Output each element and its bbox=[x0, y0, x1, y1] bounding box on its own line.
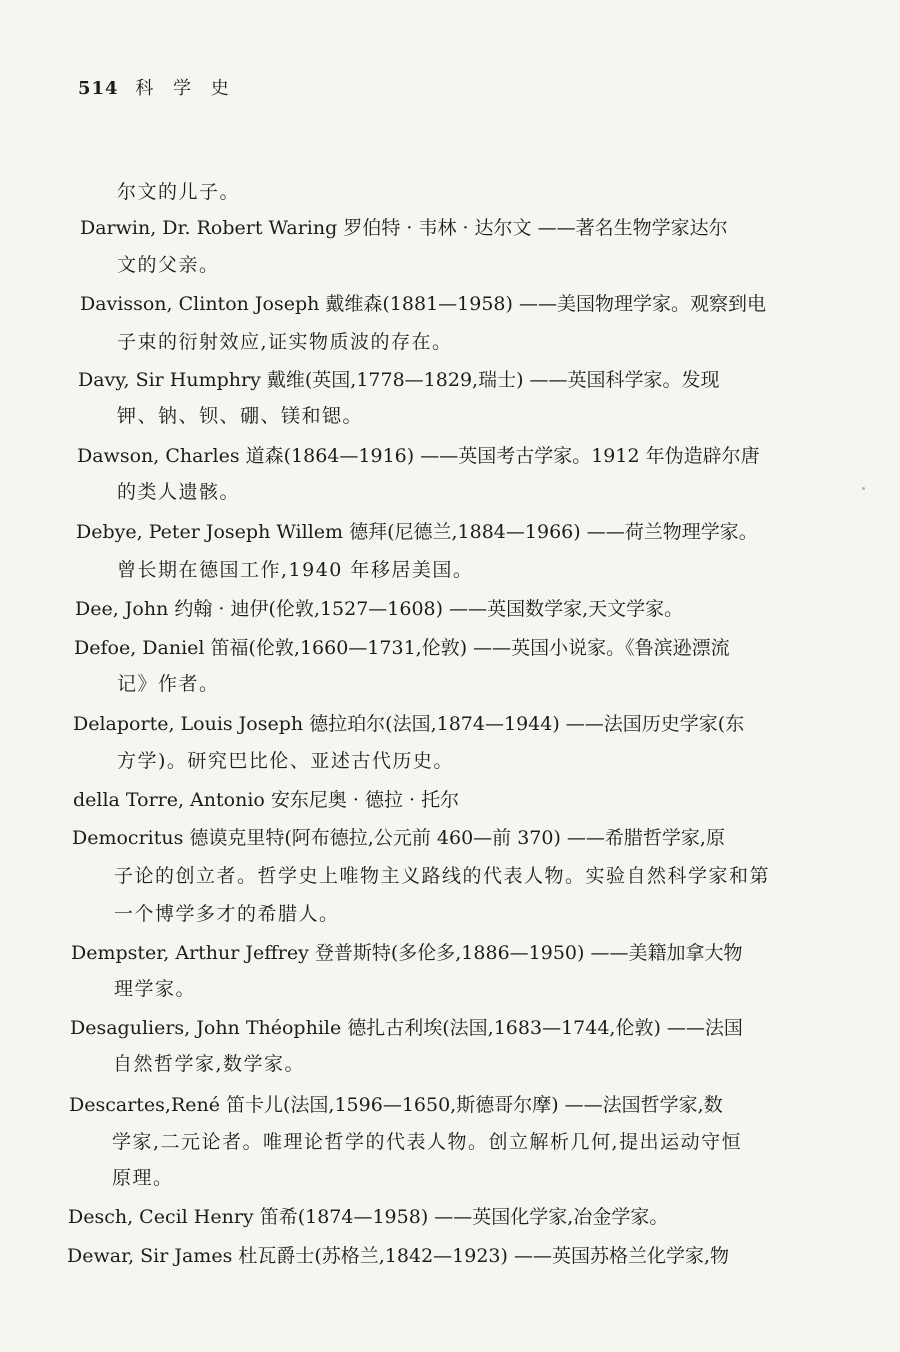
entry-continuation-line: 原理。 bbox=[112, 1167, 174, 1189]
entry-headword-line: Darwin, Dr. Robert Waring 罗伯特 · 韦林 · 达尔文 ——著名生物学家达尔 bbox=[80, 217, 728, 239]
entry-headword-line: Dee, John 约翰 · 迪伊(伦敦,1527—1608) ——英国数学家,天文学家。 bbox=[75, 598, 684, 620]
entry-continuation-line: 方学)。研究巴比伦、亚述古代历史。 bbox=[117, 750, 454, 772]
entry-continuation-line: 记》作者。 bbox=[117, 673, 220, 695]
entry-continuation-line: 理学家。 bbox=[114, 978, 197, 1000]
entry-continuation-line: 尔文的儿子。 bbox=[117, 181, 241, 203]
entry-headword-line: Dempster, Arthur Jeffrey 登普斯特(多伦多,1886—1950) ——美籍加拿大物 bbox=[71, 942, 743, 964]
book-title: 科 学 史 bbox=[135, 78, 236, 99]
entry-continuation-line: 一个博学多才的希腊人。 bbox=[114, 903, 340, 925]
entry-headword-line: Davy, Sir Humphry 戴维(英国,1778—1829,瑞士) ——英国科学家。发现 bbox=[78, 369, 720, 391]
entry-headword-line: Defoe, Daniel 笛福(伦敦,1660—1731,伦敦) ——英国小说家。《鲁滨逊漂流 bbox=[74, 637, 730, 659]
entry-headword-line: Debye, Peter Joseph Willem 德拜(尼德兰,1884—1966) ——荷兰物理学家。 bbox=[76, 521, 758, 543]
entry-continuation-line: 曾长期在德国工作,1940 年移居美国。 bbox=[117, 559, 474, 581]
entry-headword-line: Davisson, Clinton Joseph 戴维森(1881—1958) ——美国物理学家。观察到电 bbox=[80, 293, 766, 315]
entry-headword-line: Delaporte, Louis Joseph 德拉珀尔(法国,1874—1944) ——法国历史学家(东 bbox=[73, 713, 745, 735]
entry-continuation-line: 钾、钠、钡、硼、镁和锶。 bbox=[117, 405, 364, 427]
entry-continuation-line: 子束的衍射效应,证实物质波的存在。 bbox=[117, 331, 453, 353]
entry-headword-line: Desaguliers, John Théophile 德扎古利埃(法国,1683—1744,伦敦) ——法国 bbox=[70, 1017, 743, 1039]
entry-continuation-line: 文的父亲。 bbox=[117, 254, 220, 276]
entry-headword-line: Descartes,René 笛卡儿(法国,1596—1650,斯德哥尔摩) ——法国哲学家,数 bbox=[69, 1094, 723, 1116]
paper-speck bbox=[862, 487, 865, 490]
entry-continuation-line: 的类人遗骸。 bbox=[117, 481, 241, 503]
entry-headword-line: della Torre, Antonio 安东尼奥 · 德拉 · 托尔 bbox=[73, 789, 460, 811]
entry-headword-line: Desch, Cecil Henry 笛希(1874—1958) ——英国化学家,冶金学家。 bbox=[68, 1206, 669, 1228]
entry-continuation-line: 学家,二元论者。唯理论哲学的代表人物。创立解析几何,提出运动守恒 bbox=[112, 1131, 743, 1153]
entry-headword-line: Democritus 德谟克里特(阿布德拉,公元前 460—前 370) ——希腊哲学家,原 bbox=[72, 827, 725, 849]
entry-continuation-line: 自然哲学家,数学家。 bbox=[113, 1053, 306, 1075]
entry-headword-line: Dewar, Sir James 杜瓦爵士(苏格兰,1842—1923) ——英国苏格兰化学家,物 bbox=[67, 1245, 730, 1267]
entry-headword-line: Dawson, Charles 道森(1864—1916) ——英国考古学家。1912 年伪造辟尔唐 bbox=[77, 445, 760, 467]
running-header bbox=[78, 74, 236, 100]
entry-continuation-line: 子论的创立者。哲学史上唯物主义路线的代表人物。实验自然科学家和第 bbox=[114, 865, 771, 887]
page-number: 514 bbox=[78, 78, 119, 99]
